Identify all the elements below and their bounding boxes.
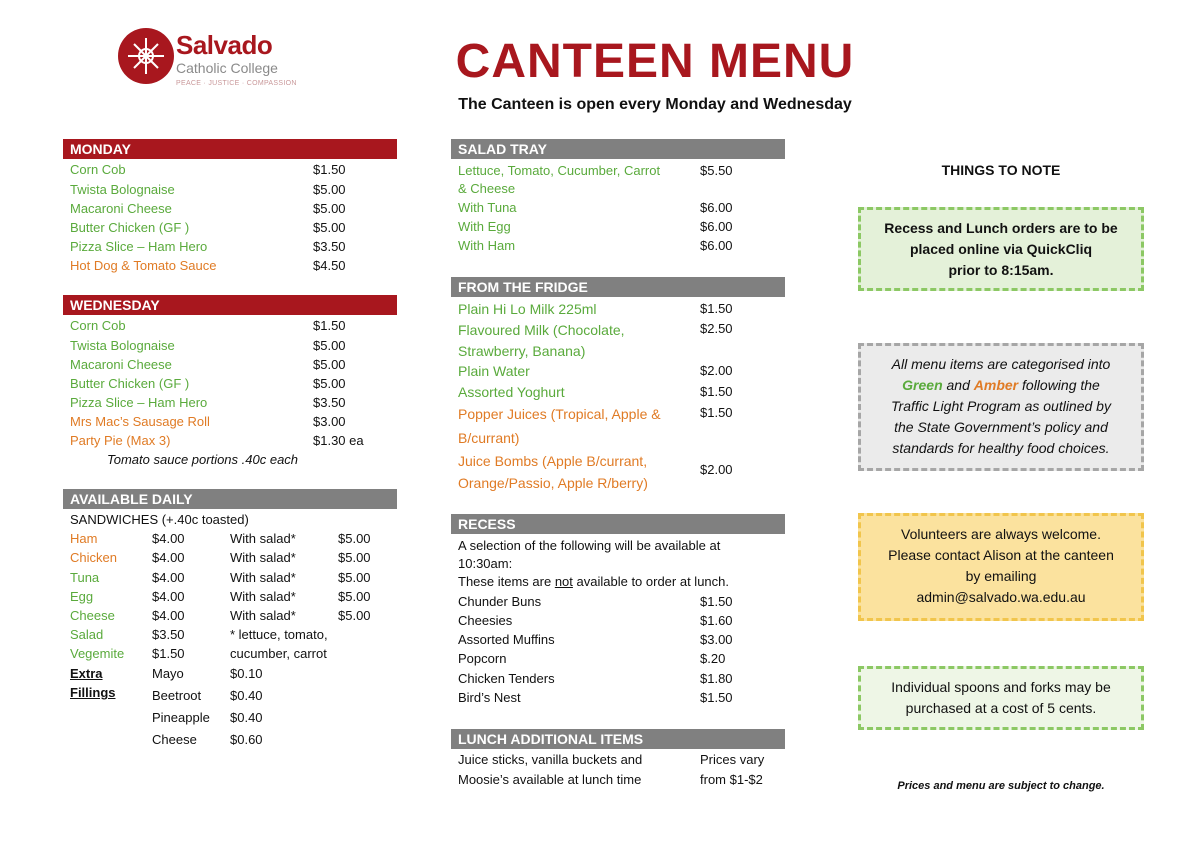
recess-item-name: Assorted Muffins — [458, 632, 555, 647]
lunch-heading: LUNCH ADDITIONAL ITEMS — [451, 729, 785, 749]
wednesday-item-price: $3.50 — [313, 395, 346, 410]
salad-tray-heading: SALAD TRAY — [451, 139, 785, 159]
college-name: Salvado — [176, 30, 273, 60]
college-subtitle: Catholic College — [176, 60, 278, 76]
notes-heading: THINGS TO NOTE — [941, 162, 1061, 178]
recess-item-price: $.20 — [700, 651, 726, 666]
fridge-heading: FROM THE FRIDGE — [451, 277, 785, 297]
ordering-note-line: Recess and Lunch orders are to be — [884, 220, 1118, 236]
fridge-item-price: $2.00 — [700, 363, 733, 378]
recess-intro-1: A selection of the following will be available at — [458, 538, 721, 553]
traffic-light-text: following the — [1018, 377, 1100, 393]
recess-item-name: Chicken Tenders — [458, 671, 555, 686]
sandwich-name: Ham — [70, 531, 98, 546]
traffic-light-text: and — [942, 377, 974, 393]
college-crest-icon — [118, 28, 174, 84]
footer-disclaimer: Prices and menu are subject to change. — [897, 780, 1105, 792]
sandwich-salad-option: With salad* — [230, 608, 296, 623]
page-title: CANTEEN MENU — [455, 35, 855, 88]
traffic-light-line — [861, 375, 1141, 396]
monday-item-name: Butter Chicken (GF ) — [70, 220, 190, 235]
volunteers-email: admin@salvado.wa.edu.au — [916, 589, 1086, 605]
traffic-light-line: the State Government’s policy and — [894, 419, 1108, 435]
fridge-item-price: $1.50 — [700, 405, 733, 420]
recess-intro-text: available to order at lunch. — [572, 574, 730, 589]
wednesday-item-name: Butter Chicken (GF ) — [70, 376, 190, 391]
sandwich-salad-price: $5.00 — [338, 570, 371, 585]
fridge-item-name-2: Orange/Passio, Apple R/berry) — [458, 475, 648, 491]
salad-tray-item-price: $6.00 — [700, 238, 733, 253]
recess-item-price: $1.50 — [700, 594, 733, 609]
opening-days: The Canteen is open every Monday and Wednesday — [458, 96, 852, 113]
sandwich-salad-option: With salad* — [230, 570, 296, 585]
extra-filling-price: $0.10 — [230, 666, 263, 681]
cutlery-line: purchased at a cost of 5 cents. — [905, 700, 1097, 716]
salad-tray-item-name: With Ham — [458, 238, 516, 253]
fridge-item-name-2: B/currant) — [458, 430, 520, 446]
monday-item-name: Hot Dog & Tomato Sauce — [70, 258, 217, 273]
monday-item-price: $5.00 — [313, 182, 346, 197]
recess-intro-3 — [458, 573, 729, 591]
sandwich-price: $4.00 — [152, 531, 185, 546]
extra-filling-price: $0.40 — [230, 710, 263, 725]
traffic-light-note — [858, 343, 1144, 471]
sandwich-salad-price: $5.00 — [338, 531, 371, 546]
green-label: Green — [902, 377, 943, 393]
volunteers-line: Please contact Alison at the canteen — [888, 547, 1114, 563]
recess-item-price: $1.50 — [700, 690, 733, 705]
daily-heading: AVAILABLE DAILY — [63, 489, 397, 509]
wednesday-item-name: Twista Bolognaise — [70, 338, 175, 353]
sandwich-price: $4.00 — [152, 589, 185, 604]
monday-item-price: $1.50 — [313, 162, 346, 177]
sandwiches-label: SANDWICHES (+.40c toasted) — [70, 512, 249, 527]
sandwich-price: $4.00 — [152, 608, 185, 623]
cutlery-line: Individual spoons and forks may be — [891, 679, 1111, 695]
wednesday-item-price: $5.00 — [313, 338, 346, 353]
fridge-item-name: Juice Bombs (Apple B/currant, — [458, 453, 648, 469]
extra-filling-name: Mayo — [152, 666, 184, 681]
monday-item-name: Macaroni Cheese — [70, 201, 172, 216]
wednesday-item-price: $5.00 — [313, 357, 346, 372]
ordering-note-line: placed online via QuickCliq — [909, 241, 1093, 257]
traffic-light-line: All menu items are categorised into — [891, 356, 1111, 372]
wednesday-item-price: $3.00 — [313, 414, 346, 429]
college-tagline: PEACE · JUSTICE · COMPASSION — [176, 80, 297, 87]
monday-item-name: Twista Bolognaise — [70, 182, 175, 197]
salad-tray-item-price: $5.50 — [700, 163, 733, 178]
ordering-note — [858, 207, 1144, 291]
monday-item-name: Corn Cob — [70, 162, 126, 177]
recess-heading: RECESS — [451, 514, 785, 534]
sandwich-salad-price: $5.00 — [338, 589, 371, 604]
sandwich-price: $4.00 — [152, 550, 185, 565]
monday-item-price: $3.50 — [313, 239, 346, 254]
recess-item-name: Bird’s Nest — [458, 690, 521, 705]
wednesday-item-name: Pizza Slice – Ham Hero — [70, 395, 208, 410]
cutlery-note — [858, 666, 1144, 730]
lunch-price-2: from $1-$2 — [700, 772, 763, 787]
sandwich-salad-option: With salad* — [230, 531, 296, 546]
recess-not-emphasis: not — [554, 574, 573, 589]
lunch-line-2: Moosie’s available at lunch time — [458, 772, 642, 787]
fridge-item-name: Popper Juices (Tropical, Apple & — [458, 406, 661, 422]
wednesday-item-price: $1.50 — [313, 318, 346, 333]
wednesday-item-price: $1.30 ea — [313, 433, 364, 448]
sandwich-name: Chicken — [70, 550, 117, 565]
extra-filling-price: $0.40 — [230, 688, 263, 703]
recess-item-price: $1.80 — [700, 671, 733, 686]
sandwich-name: Salad — [70, 627, 104, 642]
salad-tray-item-name: Lettuce, Tomato, Cucumber, Carrot — [458, 163, 661, 178]
monday-item-price: $5.00 — [313, 220, 346, 235]
salad-tray-item-name-2: & Cheese — [458, 181, 516, 196]
wednesday-item-price: $5.00 — [313, 376, 346, 391]
fridge-item-name: Flavoured Milk (Chocolate, — [458, 322, 625, 338]
sandwich-name: Vegemite — [70, 646, 125, 661]
extra-filling-name: Beetroot — [152, 688, 202, 703]
sandwich-salad-price: $5.00 — [338, 608, 371, 623]
salad-tray-item-price: $6.00 — [700, 219, 733, 234]
amber-label: Amber — [973, 377, 1019, 393]
monday-item-price: $5.00 — [313, 201, 346, 216]
fridge-item-price: $2.00 — [700, 462, 733, 477]
sandwich-salad-price: $5.00 — [338, 550, 371, 565]
traffic-light-line: standards for healthy food choices. — [892, 440, 1110, 456]
recess-intro-2: 10:30am: — [458, 556, 513, 571]
lunch-line-1: Juice sticks, vanilla buckets and — [458, 752, 643, 767]
monday-item-name: Pizza Slice – Ham Hero — [70, 239, 208, 254]
fridge-item-price: $1.50 — [700, 301, 733, 316]
fridge-item-name: Assorted Yoghurt — [458, 384, 565, 400]
fridge-item-price: $2.50 — [700, 321, 733, 336]
sandwich-name: Cheese — [70, 608, 115, 623]
recess-item-name: Cheesies — [458, 613, 513, 628]
wednesday-heading: WEDNESDAY — [63, 295, 397, 315]
volunteers-line: Volunteers are always welcome. — [901, 526, 1101, 542]
sauce-note: Tomato sauce portions .40c each — [107, 452, 299, 467]
fridge-item-price: $1.50 — [700, 384, 733, 399]
sandwich-name: Egg — [70, 589, 94, 604]
sandwich-salad-option: With salad* — [230, 550, 296, 565]
sandwich-name: Tuna — [70, 570, 100, 585]
sandwich-price: $4.00 — [152, 570, 185, 585]
fridge-item-name: Plain Hi Lo Milk 225ml — [458, 301, 597, 317]
sandwich-salad-option: cucumber, carrot — [230, 646, 327, 661]
sandwich-price: $1.50 — [152, 646, 185, 661]
recess-intro-text: These items are — [458, 574, 555, 589]
sandwich-price: $3.50 — [152, 627, 185, 642]
wednesday-item-name: Macaroni Cheese — [70, 357, 172, 372]
college-logo — [118, 28, 318, 98]
extra-label-2: Fillings — [70, 685, 116, 700]
wednesday-item-name: Corn Cob — [70, 318, 126, 333]
extra-filling-name: Cheese — [152, 732, 197, 747]
volunteers-note — [858, 513, 1144, 621]
monday-item-price: $4.50 — [313, 258, 346, 273]
salad-tray-item-name: With Egg — [458, 219, 511, 234]
salad-tray-item-name: With Tuna — [458, 200, 517, 215]
fridge-item-name-2: Strawberry, Banana) — [458, 343, 586, 359]
monday-heading: MONDAY — [63, 139, 397, 159]
ordering-note-line: prior to 8:15am. — [948, 262, 1054, 278]
traffic-light-line: Traffic Light Program as outlined by — [891, 398, 1111, 414]
extra-filling-price: $0.60 — [230, 732, 263, 747]
recess-item-price: $3.00 — [700, 632, 733, 647]
extra-label-1: Extra — [70, 666, 103, 681]
volunteers-line: by emailing — [965, 568, 1037, 584]
recess-item-price: $1.60 — [700, 613, 733, 628]
recess-item-name: Popcorn — [458, 651, 507, 666]
fridge-item-name: Plain Water — [458, 363, 530, 379]
wednesday-item-name: Party Pie (Max 3) — [70, 433, 171, 448]
sandwich-salad-option: With salad* — [230, 589, 296, 604]
lunch-price-1: Prices vary — [700, 752, 765, 767]
salad-tray-item-price: $6.00 — [700, 200, 733, 215]
sandwich-salad-option: * lettuce, tomato, — [230, 627, 328, 642]
extra-filling-name: Pineapple — [152, 710, 210, 725]
wednesday-item-name: Mrs Mac’s Sausage Roll — [70, 414, 210, 429]
recess-item-name: Chunder Buns — [458, 594, 542, 609]
